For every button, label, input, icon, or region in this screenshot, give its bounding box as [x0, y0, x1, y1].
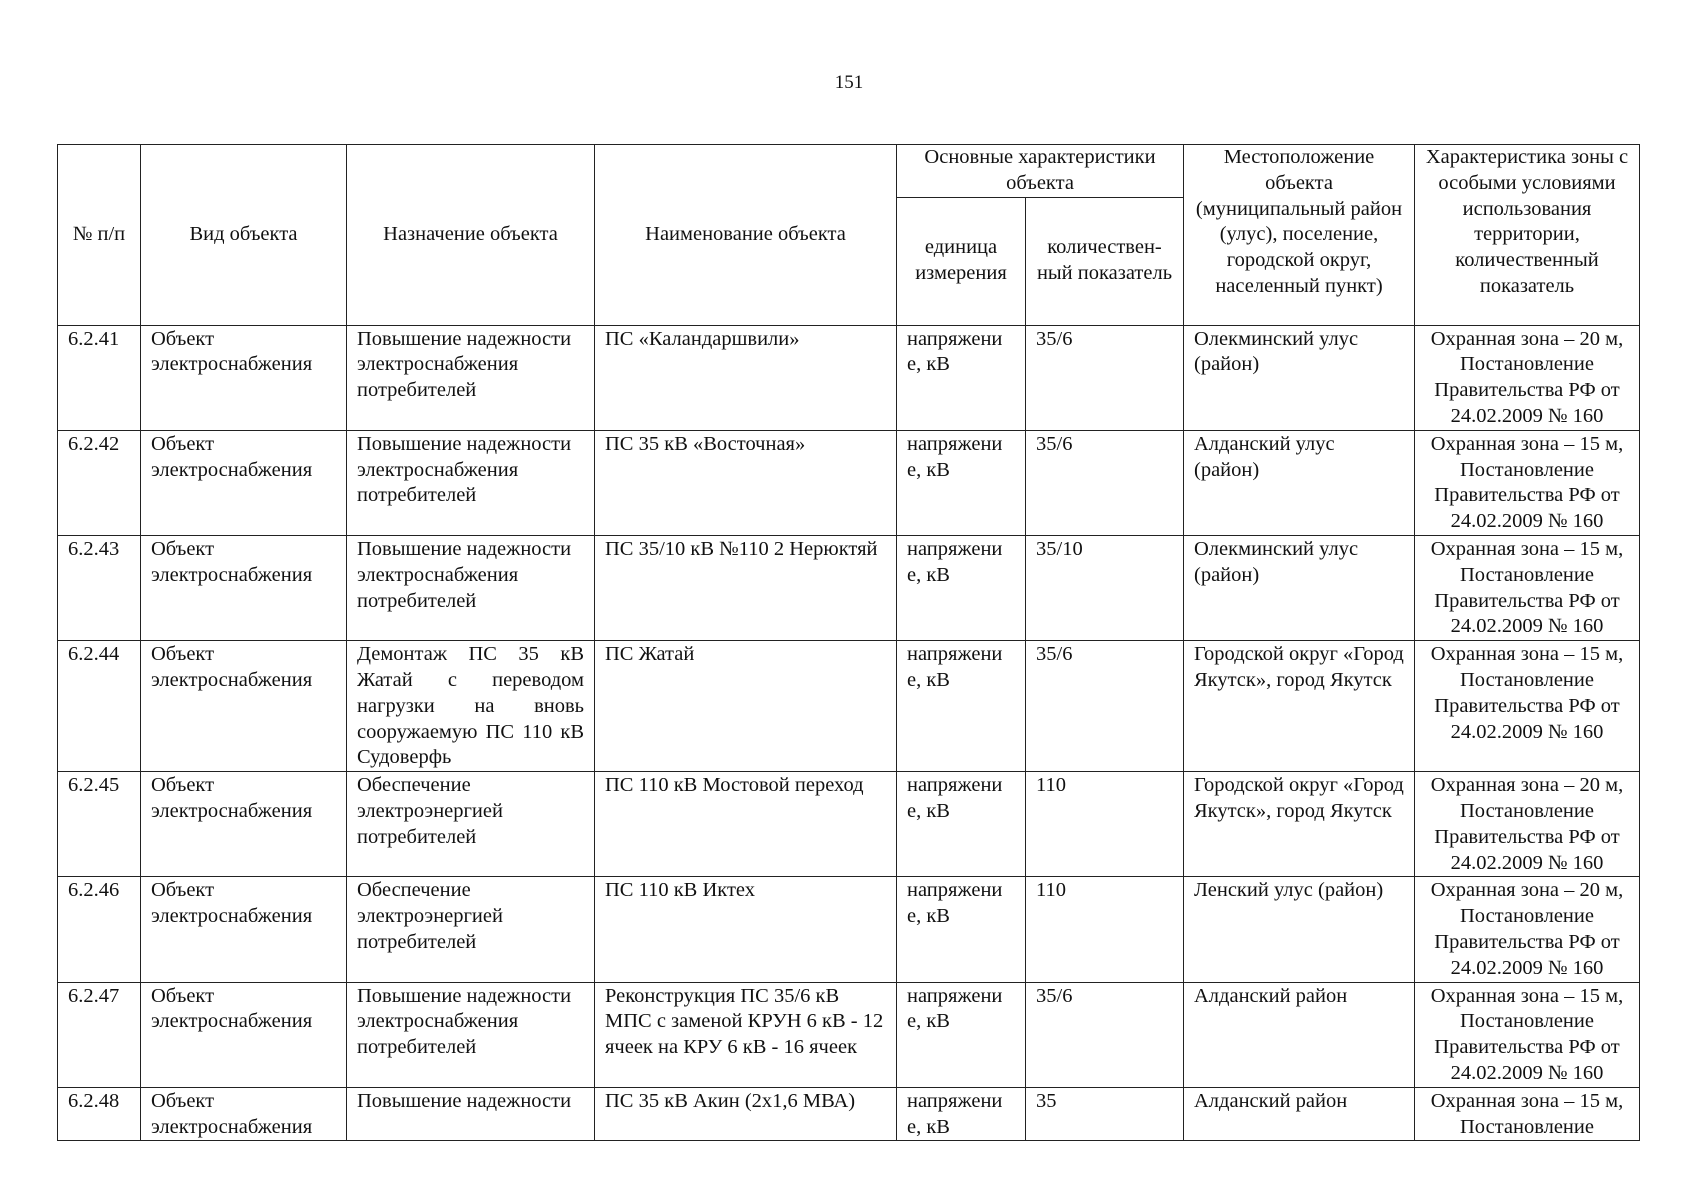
cell-quantity: 35	[1026, 1087, 1184, 1141]
table-row	[58, 877, 1640, 982]
cell-name: ПС 35/10 кВ №110 2 Нерюктяй	[595, 535, 897, 640]
cell-unit: напряжени е, кВ	[897, 982, 1026, 1087]
cell-quantity: 110	[1026, 877, 1184, 982]
table-row	[58, 772, 1640, 877]
cell-unit: напряжени е, кВ	[897, 772, 1026, 877]
cell-zone: Охранная зона – 20 м, Постановление Правительства РФ от 24.02.2009 № 160	[1415, 325, 1640, 430]
cell-location: Алданский район	[1184, 982, 1415, 1087]
cell-unit: напряжени е, кВ	[897, 430, 1026, 535]
cell-quantity: 35/10	[1026, 535, 1184, 640]
table-row	[58, 430, 1640, 535]
cell-purpose: Повышение надежности электроснабжения потребителей	[347, 430, 595, 535]
cell-location: Алданский район	[1184, 1087, 1415, 1141]
cell-purpose: Повышение надежности	[347, 1087, 595, 1141]
cell-location: Городской округ «Город Якутск», город Якутск	[1184, 772, 1415, 877]
cell-num: 6.2.42	[58, 430, 141, 535]
cell-type: Объект электроснабжения	[141, 982, 347, 1087]
table-header	[58, 145, 1640, 326]
cell-location: Городской округ «Город Якутск», город Якутск	[1184, 641, 1415, 772]
objects-table	[57, 144, 1640, 1141]
cell-unit: напряжени е, кВ	[897, 641, 1026, 772]
cell-name: ПС 110 кВ Мостовой переход	[595, 772, 897, 877]
cell-purpose: Повышение надежности электроснабжения потребителей	[347, 325, 595, 430]
header-num: № п/п	[58, 145, 141, 326]
table-row	[58, 325, 1640, 430]
cell-type: Объект электроснабжения	[141, 877, 347, 982]
cell-type: Объект электроснабжения	[141, 430, 347, 535]
cell-quantity: 35/6	[1026, 641, 1184, 772]
cell-type: Объект электроснабжения	[141, 1087, 347, 1141]
cell-num: 6.2.43	[58, 535, 141, 640]
cell-num: 6.2.48	[58, 1087, 141, 1141]
cell-num: 6.2.46	[58, 877, 141, 982]
cell-name: ПС Жатай	[595, 641, 897, 772]
header-purpose: Назначение объекта	[347, 145, 595, 326]
cell-type: Объект электроснабжения	[141, 325, 347, 430]
cell-purpose: Обеспечение электроэнергией потребителей	[347, 772, 595, 877]
cell-type: Объект электроснабжения	[141, 772, 347, 877]
cell-location: Олекминский улус (район)	[1184, 325, 1415, 430]
header-unit: единица измерения	[897, 197, 1026, 325]
cell-unit: напряжени е, кВ	[897, 877, 1026, 982]
cell-unit: напряжени е, кВ	[897, 1087, 1026, 1141]
cell-unit: напряжени е, кВ	[897, 325, 1026, 430]
cell-num: 6.2.44	[58, 641, 141, 772]
cell-zone: Охранная зона – 20 м, Постановление Правительства РФ от 24.02.2009 № 160	[1415, 772, 1640, 877]
cell-name: ПС 35 кВ «Восточная»	[595, 430, 897, 535]
table-row	[58, 641, 1640, 772]
cell-name: Реконструкция ПС 35/6 кВ МПС с заменой КРУН 6 кВ - 12 ячеек на КРУ 6 кВ - 16 ячеек	[595, 982, 897, 1087]
cell-zone: Охранная зона – 15 м, Постановление Правительства РФ от 24.02.2009 № 160	[1415, 430, 1640, 535]
header-quantity: количествен-ный показатель	[1026, 197, 1184, 325]
cell-name: ПС 35 кВ Акин (2х1,6 МВА)	[595, 1087, 897, 1141]
header-name: Наименование объекта	[595, 145, 897, 326]
cell-zone: Охранная зона – 15 м, Постановление	[1415, 1087, 1640, 1141]
cell-quantity: 35/6	[1026, 982, 1184, 1087]
header-zone: Характеристика зоны с особыми условиями использования территории, количественный показатель	[1415, 145, 1640, 326]
cell-num: 6.2.47	[58, 982, 141, 1087]
cell-zone: Охранная зона – 15 м, Постановление Правительства РФ от 24.02.2009 № 160	[1415, 535, 1640, 640]
cell-location: Ленский улус (район)	[1184, 877, 1415, 982]
cell-location: Алданский улус (район)	[1184, 430, 1415, 535]
header-location: Местоположение объекта (муниципальный район (улус), поселение, городской округ, населенный пункт)	[1184, 145, 1415, 326]
cell-quantity: 110	[1026, 772, 1184, 877]
table-row	[58, 1087, 1640, 1141]
cell-unit: напряжени е, кВ	[897, 535, 1026, 640]
cell-name: ПС 110 кВ Иктех	[595, 877, 897, 982]
cell-location: Олекминский улус (район)	[1184, 535, 1415, 640]
cell-purpose: Обеспечение электроэнергией потребителей	[347, 877, 595, 982]
page-number: 151	[834, 72, 864, 93]
cell-type: Объект электроснабжения	[141, 641, 347, 772]
cell-purpose: Демонтаж ПС 35 кВ Жатай с переводом нагрузки на вновь сооружаемую ПС 110 кВ Судоверфь	[347, 641, 595, 772]
cell-type: Объект электроснабжения	[141, 535, 347, 640]
cell-purpose: Повышение надежности электроснабжения потребителей	[347, 535, 595, 640]
cell-zone: Охранная зона – 15 м, Постановление Правительства РФ от 24.02.2009 № 160	[1415, 982, 1640, 1087]
cell-quantity: 35/6	[1026, 430, 1184, 535]
cell-name: ПС «Каландаршвили»	[595, 325, 897, 430]
header-type: Вид объекта	[141, 145, 347, 326]
table-row	[58, 535, 1640, 640]
cell-quantity: 35/6	[1026, 325, 1184, 430]
cell-zone: Охранная зона – 15 м, Постановление Правительства РФ от 24.02.2009 № 160	[1415, 641, 1640, 772]
cell-zone: Охранная зона – 20 м, Постановление Правительства РФ от 24.02.2009 № 160	[1415, 877, 1640, 982]
table-row	[58, 982, 1640, 1087]
cell-num: 6.2.41	[58, 325, 141, 430]
cell-purpose: Повышение надежности электроснабжения потребителей	[347, 982, 595, 1087]
header-characteristics: Основные характеристики объекта	[897, 145, 1184, 198]
cell-num: 6.2.45	[58, 772, 141, 877]
